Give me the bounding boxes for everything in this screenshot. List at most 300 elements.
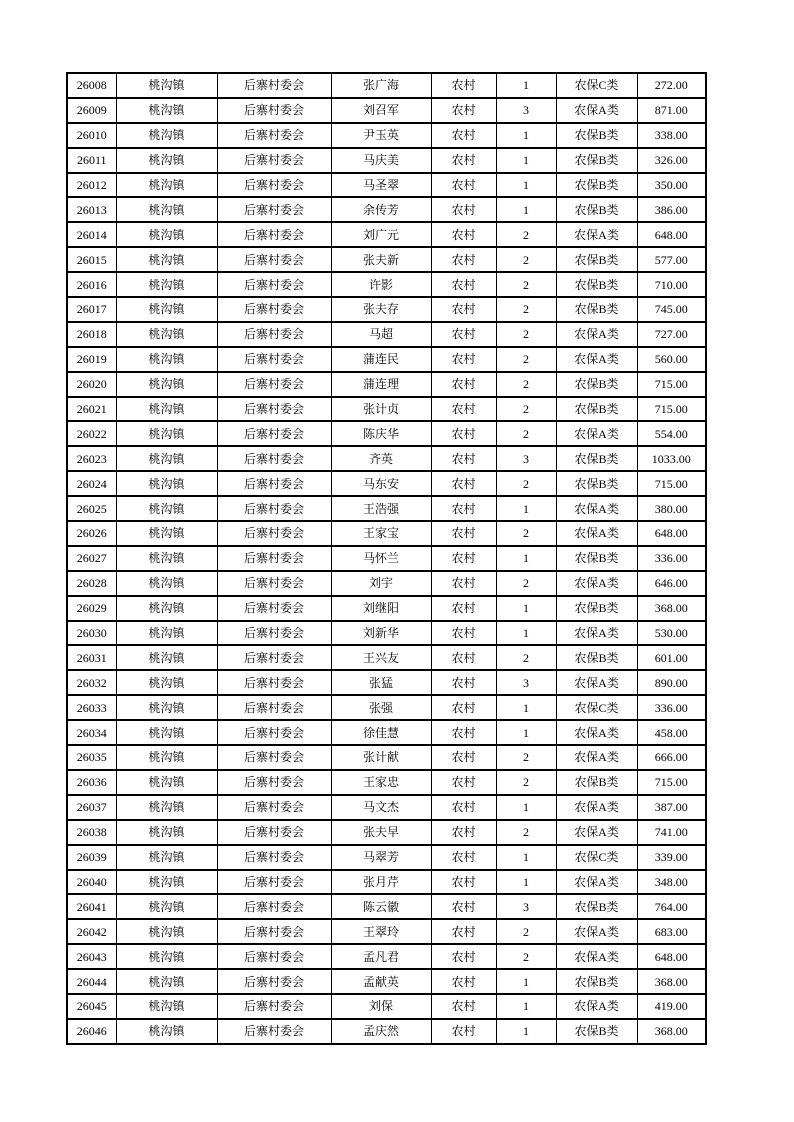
cell-record_id: 26045 (67, 994, 116, 1019)
cell-person_name: 张计献 (331, 745, 431, 770)
cell-amount: 1033.00 (637, 446, 706, 471)
cell-person_count: 1 (496, 994, 556, 1019)
cell-person_count: 1 (496, 795, 556, 820)
cell-town: 桃沟镇 (116, 397, 217, 422)
cell-person_count: 2 (496, 770, 556, 795)
cell-insurance_class: 农保B类 (556, 446, 637, 471)
cell-person_count: 1 (496, 148, 556, 173)
cell-town: 桃沟镇 (116, 496, 217, 521)
cell-town: 桃沟镇 (116, 820, 217, 845)
cell-person_count: 2 (496, 820, 556, 845)
cell-insurance_class: 农保B类 (556, 148, 637, 173)
cell-town: 桃沟镇 (116, 670, 217, 695)
cell-record_id: 26018 (67, 322, 116, 347)
cell-person_count: 3 (496, 98, 556, 123)
cell-village_committee: 后寨村委会 (217, 471, 331, 496)
cell-town: 桃沟镇 (116, 919, 217, 944)
cell-amount: 715.00 (637, 471, 706, 496)
cell-person_name: 徐佳慧 (331, 720, 431, 745)
cell-insurance_class: 农保B类 (556, 397, 637, 422)
cell-record_id: 26039 (67, 845, 116, 870)
cell-record_id: 26022 (67, 421, 116, 446)
cell-village_committee: 后寨村委会 (217, 173, 331, 198)
cell-insurance_class: 农保A类 (556, 820, 637, 845)
cell-town: 桃沟镇 (116, 894, 217, 919)
cell-amount: 648.00 (637, 222, 706, 247)
cell-amount: 336.00 (637, 546, 706, 571)
cell-record_id: 26026 (67, 521, 116, 546)
cell-town: 桃沟镇 (116, 521, 217, 546)
cell-amount: 339.00 (637, 845, 706, 870)
cell-insurance_class: 农保A类 (556, 222, 637, 247)
table-row (67, 173, 706, 198)
cell-town: 桃沟镇 (116, 98, 217, 123)
cell-record_id: 26024 (67, 471, 116, 496)
table-row (67, 645, 706, 670)
cell-residence_type: 农村 (431, 397, 496, 422)
cell-amount: 350.00 (637, 173, 706, 198)
cell-record_id: 26017 (67, 297, 116, 322)
cell-town: 桃沟镇 (116, 123, 217, 148)
cell-residence_type: 农村 (431, 446, 496, 471)
cell-person_name: 孟凡君 (331, 944, 431, 969)
table-row (67, 1019, 706, 1044)
cell-person_name: 张月芹 (331, 870, 431, 895)
cell-person_count: 1 (496, 969, 556, 994)
cell-amount: 368.00 (637, 596, 706, 621)
cell-person_count: 2 (496, 222, 556, 247)
cell-person_count: 1 (496, 870, 556, 895)
cell-person_name: 王兴友 (331, 645, 431, 670)
cell-person_name: 马翠芳 (331, 845, 431, 870)
cell-person_name: 马超 (331, 322, 431, 347)
table-row (67, 347, 706, 372)
cell-residence_type: 农村 (431, 670, 496, 695)
cell-person_name: 蒲连民 (331, 347, 431, 372)
cell-person_count: 3 (496, 446, 556, 471)
cell-person_name: 张计贞 (331, 397, 431, 422)
cell-residence_type: 农村 (431, 919, 496, 944)
cell-person_count: 1 (496, 173, 556, 198)
cell-village_committee: 后寨村委会 (217, 621, 331, 646)
cell-residence_type: 农村 (431, 894, 496, 919)
cell-record_id: 26025 (67, 496, 116, 521)
cell-town: 桃沟镇 (116, 446, 217, 471)
cell-insurance_class: 农保A类 (556, 421, 637, 446)
cell-amount: 419.00 (637, 994, 706, 1019)
cell-residence_type: 农村 (431, 73, 496, 98)
cell-town: 桃沟镇 (116, 297, 217, 322)
cell-person_count: 2 (496, 944, 556, 969)
cell-insurance_class: 农保A类 (556, 98, 637, 123)
cell-amount: 380.00 (637, 496, 706, 521)
cell-amount: 683.00 (637, 919, 706, 944)
cell-person_name: 张广海 (331, 73, 431, 98)
cell-village_committee: 后寨村委会 (217, 845, 331, 870)
cell-residence_type: 农村 (431, 720, 496, 745)
cell-person_name: 刘召军 (331, 98, 431, 123)
cell-residence_type: 农村 (431, 795, 496, 820)
cell-village_committee: 后寨村委会 (217, 372, 331, 397)
cell-record_id: 26038 (67, 820, 116, 845)
cell-person_name: 陈云徽 (331, 894, 431, 919)
cell-record_id: 26023 (67, 446, 116, 471)
cell-person_name: 马怀兰 (331, 546, 431, 571)
cell-insurance_class: 农保C类 (556, 845, 637, 870)
cell-person_name: 尹玉英 (331, 123, 431, 148)
cell-village_committee: 后寨村委会 (217, 123, 331, 148)
cell-residence_type: 农村 (431, 546, 496, 571)
cell-record_id: 26041 (67, 894, 116, 919)
cell-record_id: 26027 (67, 546, 116, 571)
cell-person_name: 王家忠 (331, 770, 431, 795)
cell-record_id: 26013 (67, 197, 116, 222)
table-row (67, 994, 706, 1019)
cell-town: 桃沟镇 (116, 421, 217, 446)
cell-town: 桃沟镇 (116, 347, 217, 372)
cell-village_committee: 后寨村委会 (217, 919, 331, 944)
cell-person_count: 1 (496, 123, 556, 148)
cell-person_name: 马庆美 (331, 148, 431, 173)
cell-amount: 727.00 (637, 322, 706, 347)
cell-town: 桃沟镇 (116, 969, 217, 994)
cell-person_count: 2 (496, 322, 556, 347)
cell-town: 桃沟镇 (116, 1019, 217, 1044)
table-row (67, 845, 706, 870)
cell-person_name: 马东安 (331, 471, 431, 496)
cell-town: 桃沟镇 (116, 845, 217, 870)
table-row (67, 471, 706, 496)
cell-amount: 764.00 (637, 894, 706, 919)
cell-amount: 745.00 (637, 297, 706, 322)
cell-village_committee: 后寨村委会 (217, 795, 331, 820)
cell-residence_type: 农村 (431, 471, 496, 496)
cell-person_count: 1 (496, 197, 556, 222)
cell-record_id: 26037 (67, 795, 116, 820)
cell-town: 桃沟镇 (116, 870, 217, 895)
cell-town: 桃沟镇 (116, 994, 217, 1019)
cell-person_count: 2 (496, 297, 556, 322)
cell-person_name: 陈庆华 (331, 421, 431, 446)
cell-town: 桃沟镇 (116, 770, 217, 795)
cell-record_id: 26028 (67, 571, 116, 596)
cell-town: 桃沟镇 (116, 272, 217, 297)
cell-person_count: 1 (496, 546, 556, 571)
cell-town: 桃沟镇 (116, 645, 217, 670)
table-row (67, 894, 706, 919)
cell-person_count: 2 (496, 272, 556, 297)
cell-amount: 666.00 (637, 745, 706, 770)
cell-person_count: 1 (496, 73, 556, 98)
cell-person_count: 2 (496, 471, 556, 496)
cell-town: 桃沟镇 (116, 571, 217, 596)
cell-record_id: 26031 (67, 645, 116, 670)
cell-person_count: 2 (496, 571, 556, 596)
cell-insurance_class: 农保B类 (556, 247, 637, 272)
table-row (67, 421, 706, 446)
cell-residence_type: 农村 (431, 272, 496, 297)
cell-person_name: 余传芳 (331, 197, 431, 222)
cell-village_committee: 后寨村委会 (217, 820, 331, 845)
cell-insurance_class: 农保B类 (556, 372, 637, 397)
cell-person_count: 1 (496, 845, 556, 870)
cell-person_name: 张强 (331, 695, 431, 720)
cell-residence_type: 农村 (431, 98, 496, 123)
cell-residence_type: 农村 (431, 148, 496, 173)
cell-village_committee: 后寨村委会 (217, 347, 331, 372)
cell-village_committee: 后寨村委会 (217, 521, 331, 546)
cell-village_committee: 后寨村委会 (217, 397, 331, 422)
cell-amount: 368.00 (637, 969, 706, 994)
cell-person_name: 蒲连理 (331, 372, 431, 397)
cell-village_committee: 后寨村委会 (217, 994, 331, 1019)
cell-residence_type: 农村 (431, 173, 496, 198)
cell-record_id: 26042 (67, 919, 116, 944)
cell-person_count: 3 (496, 894, 556, 919)
cell-residence_type: 农村 (431, 770, 496, 795)
cell-person_name: 刘继阳 (331, 596, 431, 621)
table-row (67, 148, 706, 173)
records-table (66, 72, 707, 1045)
table-row (67, 720, 706, 745)
cell-record_id: 26035 (67, 745, 116, 770)
cell-record_id: 26033 (67, 695, 116, 720)
table-row (67, 870, 706, 895)
table-row (67, 745, 706, 770)
cell-residence_type: 农村 (431, 1019, 496, 1044)
cell-amount: 648.00 (637, 944, 706, 969)
cell-person_count: 2 (496, 372, 556, 397)
table-row (67, 521, 706, 546)
cell-residence_type: 农村 (431, 994, 496, 1019)
cell-insurance_class: 农保A类 (556, 521, 637, 546)
cell-person_count: 1 (496, 1019, 556, 1044)
cell-insurance_class: 农保B类 (556, 969, 637, 994)
cell-amount: 577.00 (637, 247, 706, 272)
cell-insurance_class: 农保A类 (556, 919, 637, 944)
cell-amount: 715.00 (637, 372, 706, 397)
cell-record_id: 26008 (67, 73, 116, 98)
cell-person_count: 1 (496, 621, 556, 646)
cell-person_count: 1 (496, 720, 556, 745)
cell-person_name: 张夫存 (331, 297, 431, 322)
table-row (67, 969, 706, 994)
cell-record_id: 26044 (67, 969, 116, 994)
cell-record_id: 26016 (67, 272, 116, 297)
cell-town: 桃沟镇 (116, 621, 217, 646)
cell-village_committee: 后寨村委会 (217, 546, 331, 571)
cell-person_count: 2 (496, 919, 556, 944)
cell-insurance_class: 农保B类 (556, 894, 637, 919)
cell-person_count: 2 (496, 745, 556, 770)
cell-amount: 601.00 (637, 645, 706, 670)
table-row (67, 596, 706, 621)
cell-insurance_class: 农保B类 (556, 1019, 637, 1044)
cell-amount: 560.00 (637, 347, 706, 372)
cell-village_committee: 后寨村委会 (217, 645, 331, 670)
cell-amount: 368.00 (637, 1019, 706, 1044)
cell-person_count: 3 (496, 670, 556, 695)
cell-village_committee: 后寨村委会 (217, 670, 331, 695)
cell-person_count: 2 (496, 645, 556, 670)
cell-town: 桃沟镇 (116, 322, 217, 347)
cell-residence_type: 农村 (431, 944, 496, 969)
cell-village_committee: 后寨村委会 (217, 745, 331, 770)
cell-record_id: 26034 (67, 720, 116, 745)
table-row (67, 446, 706, 471)
table-row (67, 496, 706, 521)
cell-village_committee: 后寨村委会 (217, 73, 331, 98)
cell-village_committee: 后寨村委会 (217, 222, 331, 247)
cell-residence_type: 农村 (431, 322, 496, 347)
cell-residence_type: 农村 (431, 123, 496, 148)
table-row (67, 621, 706, 646)
cell-town: 桃沟镇 (116, 795, 217, 820)
cell-amount: 326.00 (637, 148, 706, 173)
table-row (67, 222, 706, 247)
cell-village_committee: 后寨村委会 (217, 894, 331, 919)
cell-residence_type: 农村 (431, 222, 496, 247)
table-row (67, 670, 706, 695)
cell-town: 桃沟镇 (116, 596, 217, 621)
cell-person_count: 2 (496, 521, 556, 546)
cell-residence_type: 农村 (431, 845, 496, 870)
cell-town: 桃沟镇 (116, 546, 217, 571)
cell-insurance_class: 农保A类 (556, 944, 637, 969)
cell-town: 桃沟镇 (116, 372, 217, 397)
table-row (67, 919, 706, 944)
cell-record_id: 26043 (67, 944, 116, 969)
cell-residence_type: 农村 (431, 695, 496, 720)
cell-town: 桃沟镇 (116, 745, 217, 770)
cell-insurance_class: 农保C类 (556, 73, 637, 98)
cell-residence_type: 农村 (431, 421, 496, 446)
table-row (67, 73, 706, 98)
cell-insurance_class: 农保A类 (556, 322, 637, 347)
cell-person_name: 刘广元 (331, 222, 431, 247)
cell-person_name: 刘宇 (331, 571, 431, 596)
cell-person_name: 刘新华 (331, 621, 431, 646)
table-row (67, 795, 706, 820)
cell-town: 桃沟镇 (116, 720, 217, 745)
cell-person_count: 2 (496, 421, 556, 446)
table-row (67, 695, 706, 720)
cell-record_id: 26029 (67, 596, 116, 621)
cell-insurance_class: 农保B类 (556, 297, 637, 322)
cell-village_committee: 后寨村委会 (217, 496, 331, 521)
cell-town: 桃沟镇 (116, 471, 217, 496)
cell-insurance_class: 农保A类 (556, 670, 637, 695)
cell-record_id: 26032 (67, 670, 116, 695)
table-row (67, 247, 706, 272)
cell-residence_type: 农村 (431, 247, 496, 272)
cell-record_id: 26020 (67, 372, 116, 397)
cell-residence_type: 农村 (431, 745, 496, 770)
cell-residence_type: 农村 (431, 197, 496, 222)
table-row (67, 322, 706, 347)
cell-residence_type: 农村 (431, 969, 496, 994)
cell-amount: 348.00 (637, 870, 706, 895)
cell-village_committee: 后寨村委会 (217, 969, 331, 994)
cell-person_name: 孟献英 (331, 969, 431, 994)
cell-amount: 741.00 (637, 820, 706, 845)
cell-record_id: 26015 (67, 247, 116, 272)
cell-residence_type: 农村 (431, 297, 496, 322)
cell-insurance_class: 农保B类 (556, 645, 637, 670)
cell-amount: 530.00 (637, 621, 706, 646)
cell-village_committee: 后寨村委会 (217, 944, 331, 969)
cell-residence_type: 农村 (431, 496, 496, 521)
cell-amount: 554.00 (637, 421, 706, 446)
cell-person_name: 张夫新 (331, 247, 431, 272)
cell-person_name: 马圣翠 (331, 173, 431, 198)
cell-village_committee: 后寨村委会 (217, 1019, 331, 1044)
table-row (67, 123, 706, 148)
cell-record_id: 26021 (67, 397, 116, 422)
cell-insurance_class: 农保B类 (556, 197, 637, 222)
cell-town: 桃沟镇 (116, 173, 217, 198)
cell-residence_type: 农村 (431, 347, 496, 372)
cell-person_name: 马文杰 (331, 795, 431, 820)
cell-insurance_class: 农保A类 (556, 571, 637, 596)
cell-insurance_class: 农保B类 (556, 471, 637, 496)
cell-person_name: 许影 (331, 272, 431, 297)
cell-residence_type: 农村 (431, 372, 496, 397)
cell-person_count: 1 (496, 496, 556, 521)
cell-residence_type: 农村 (431, 521, 496, 546)
cell-person_count: 1 (496, 695, 556, 720)
table-row (67, 546, 706, 571)
cell-amount: 710.00 (637, 272, 706, 297)
cell-village_committee: 后寨村委会 (217, 148, 331, 173)
cell-insurance_class: 农保B类 (556, 770, 637, 795)
cell-amount: 646.00 (637, 571, 706, 596)
cell-record_id: 26010 (67, 123, 116, 148)
cell-insurance_class: 农保B类 (556, 123, 637, 148)
table-row (67, 372, 706, 397)
cell-person_count: 1 (496, 596, 556, 621)
table-row (67, 98, 706, 123)
cell-insurance_class: 农保B类 (556, 272, 637, 297)
records-table-body (67, 73, 706, 1044)
cell-record_id: 26036 (67, 770, 116, 795)
cell-record_id: 26019 (67, 347, 116, 372)
table-row (67, 944, 706, 969)
table-row (67, 297, 706, 322)
cell-person_name: 齐英 (331, 446, 431, 471)
cell-record_id: 26030 (67, 621, 116, 646)
cell-insurance_class: 农保A类 (556, 347, 637, 372)
cell-amount: 890.00 (637, 670, 706, 695)
table-row (67, 272, 706, 297)
cell-town: 桃沟镇 (116, 73, 217, 98)
cell-insurance_class: 农保C类 (556, 695, 637, 720)
cell-town: 桃沟镇 (116, 222, 217, 247)
cell-town: 桃沟镇 (116, 695, 217, 720)
cell-village_committee: 后寨村委会 (217, 770, 331, 795)
cell-person_name: 张夫早 (331, 820, 431, 845)
cell-village_committee: 后寨村委会 (217, 247, 331, 272)
cell-person_name: 孟庆然 (331, 1019, 431, 1044)
table-row (67, 197, 706, 222)
cell-amount: 715.00 (637, 397, 706, 422)
cell-insurance_class: 农保A类 (556, 621, 637, 646)
cell-person_name: 王家宝 (331, 521, 431, 546)
cell-person_name: 刘保 (331, 994, 431, 1019)
cell-amount: 338.00 (637, 123, 706, 148)
cell-record_id: 26040 (67, 870, 116, 895)
cell-town: 桃沟镇 (116, 247, 217, 272)
